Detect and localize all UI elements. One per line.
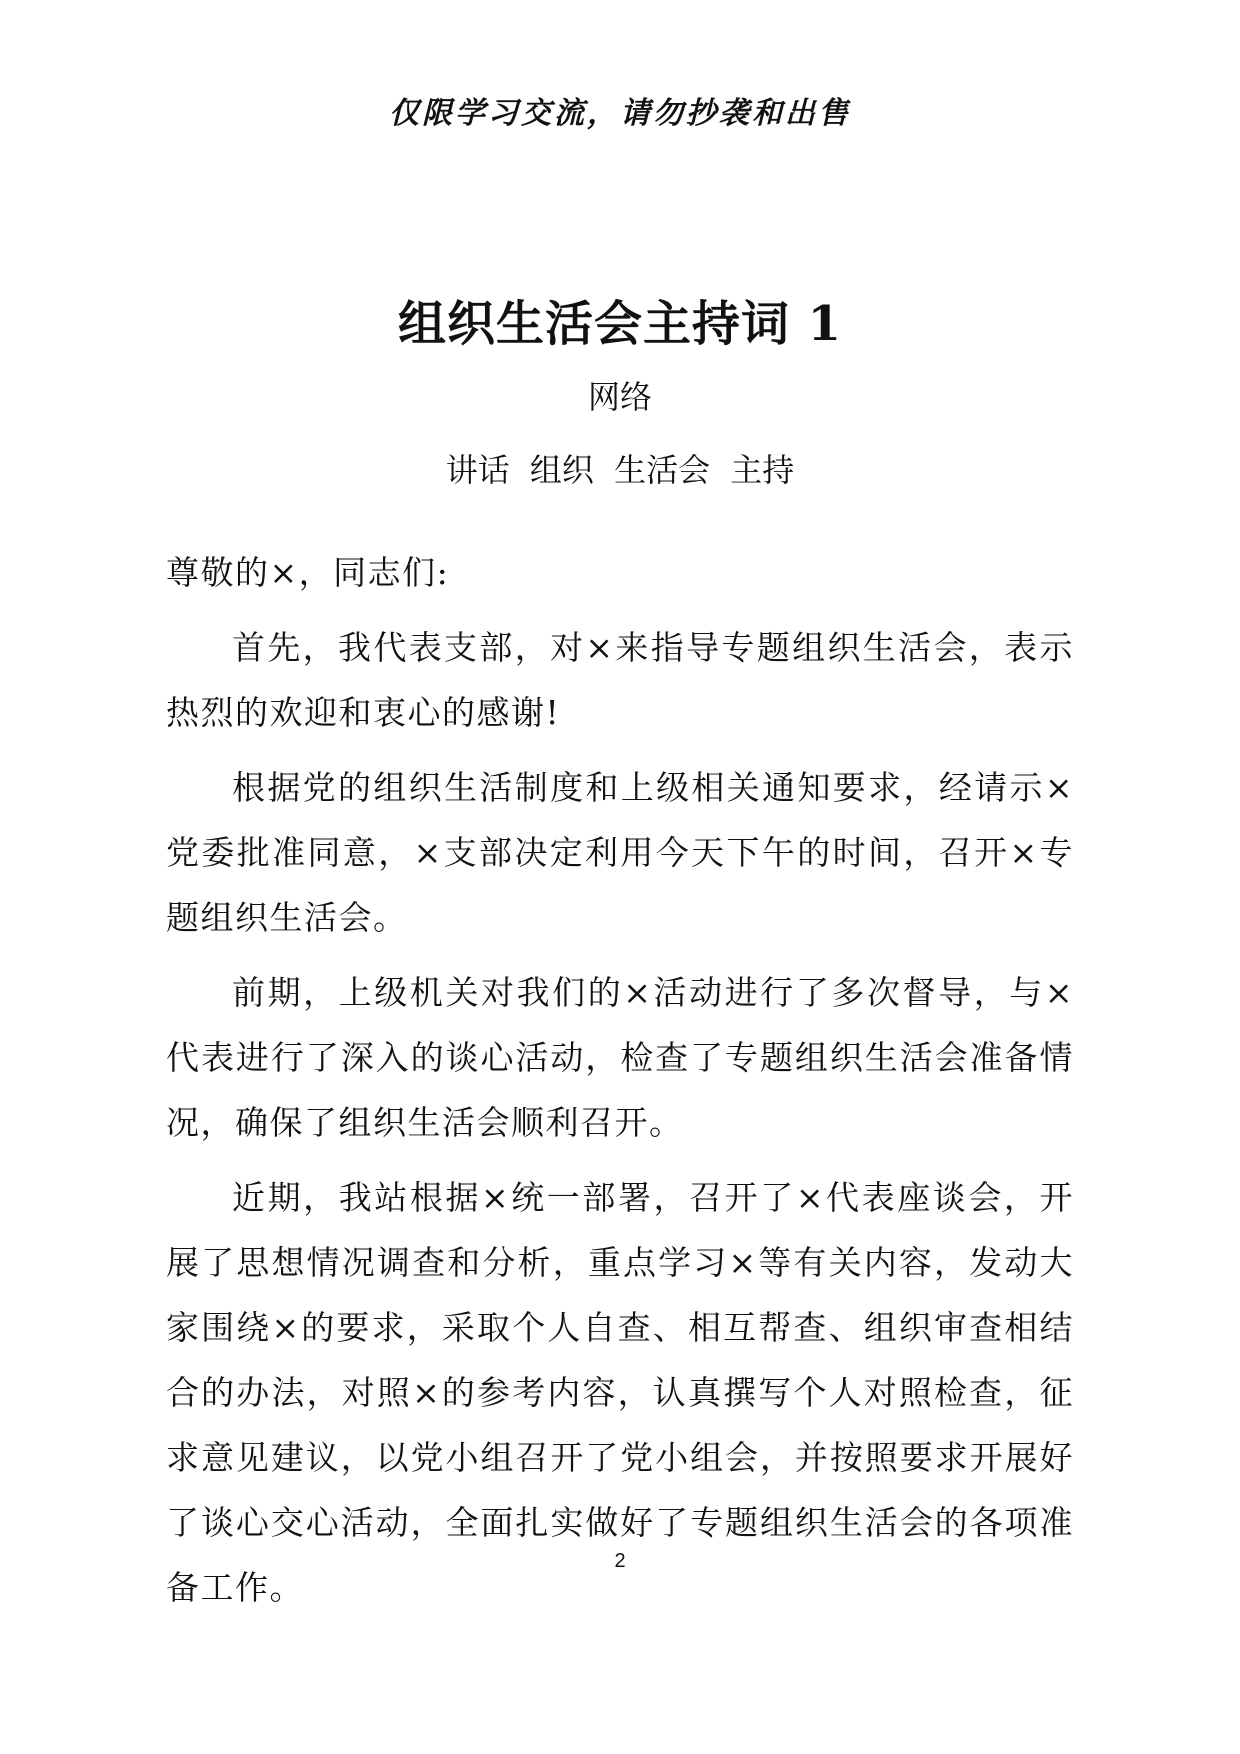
page-number: 2: [614, 1550, 626, 1572]
paragraph: 前期，上级机关对我们的×活动进行了多次督导，与×代表进行了深入的谈心活动，检查了专题组织生活会准备情况，确保了组织生活会顺利召开。: [166, 973, 1074, 1142]
document-body: [166, 540, 1074, 1630]
paragraph: 根据党的组织生活制度和上级相关通知要求，经请示×党委批准同意，×支部决定利用今天下午的时间，召开×专题组织生活会。: [166, 768, 1074, 937]
document-keywords: 讲话 组织 生活会 主持: [445, 451, 795, 489]
paragraph: 近期，我站根据×统一部署，召开了×代表座谈会，开展了思想情况调查和分析，重点学习×等有关内容，发动大家围绕×的要求，采取个人自查、相互帮查、组织审查相结合的办法，对照×的参考内容，认真撰写个人对照检查，征求意见建议，以党小组召开了党小组会，并按照要求开展好了谈心交心活动，全面扎实做好了专题组织生活会的各项准备工作。: [166, 1178, 1074, 1607]
document-title: 组织生活会主持词 1: [397, 296, 843, 352]
paragraph: 首先，我代表支部，对×来指导专题组织生活会，表示热烈的欢迎和衷心的感谢!: [166, 628, 1074, 732]
header-notice: 仅限学习交流，请勿抄袭和出售: [389, 96, 851, 131]
document-author: 网络: [587, 378, 652, 416]
salutation: 尊敬的×，同志们:: [166, 553, 450, 592]
